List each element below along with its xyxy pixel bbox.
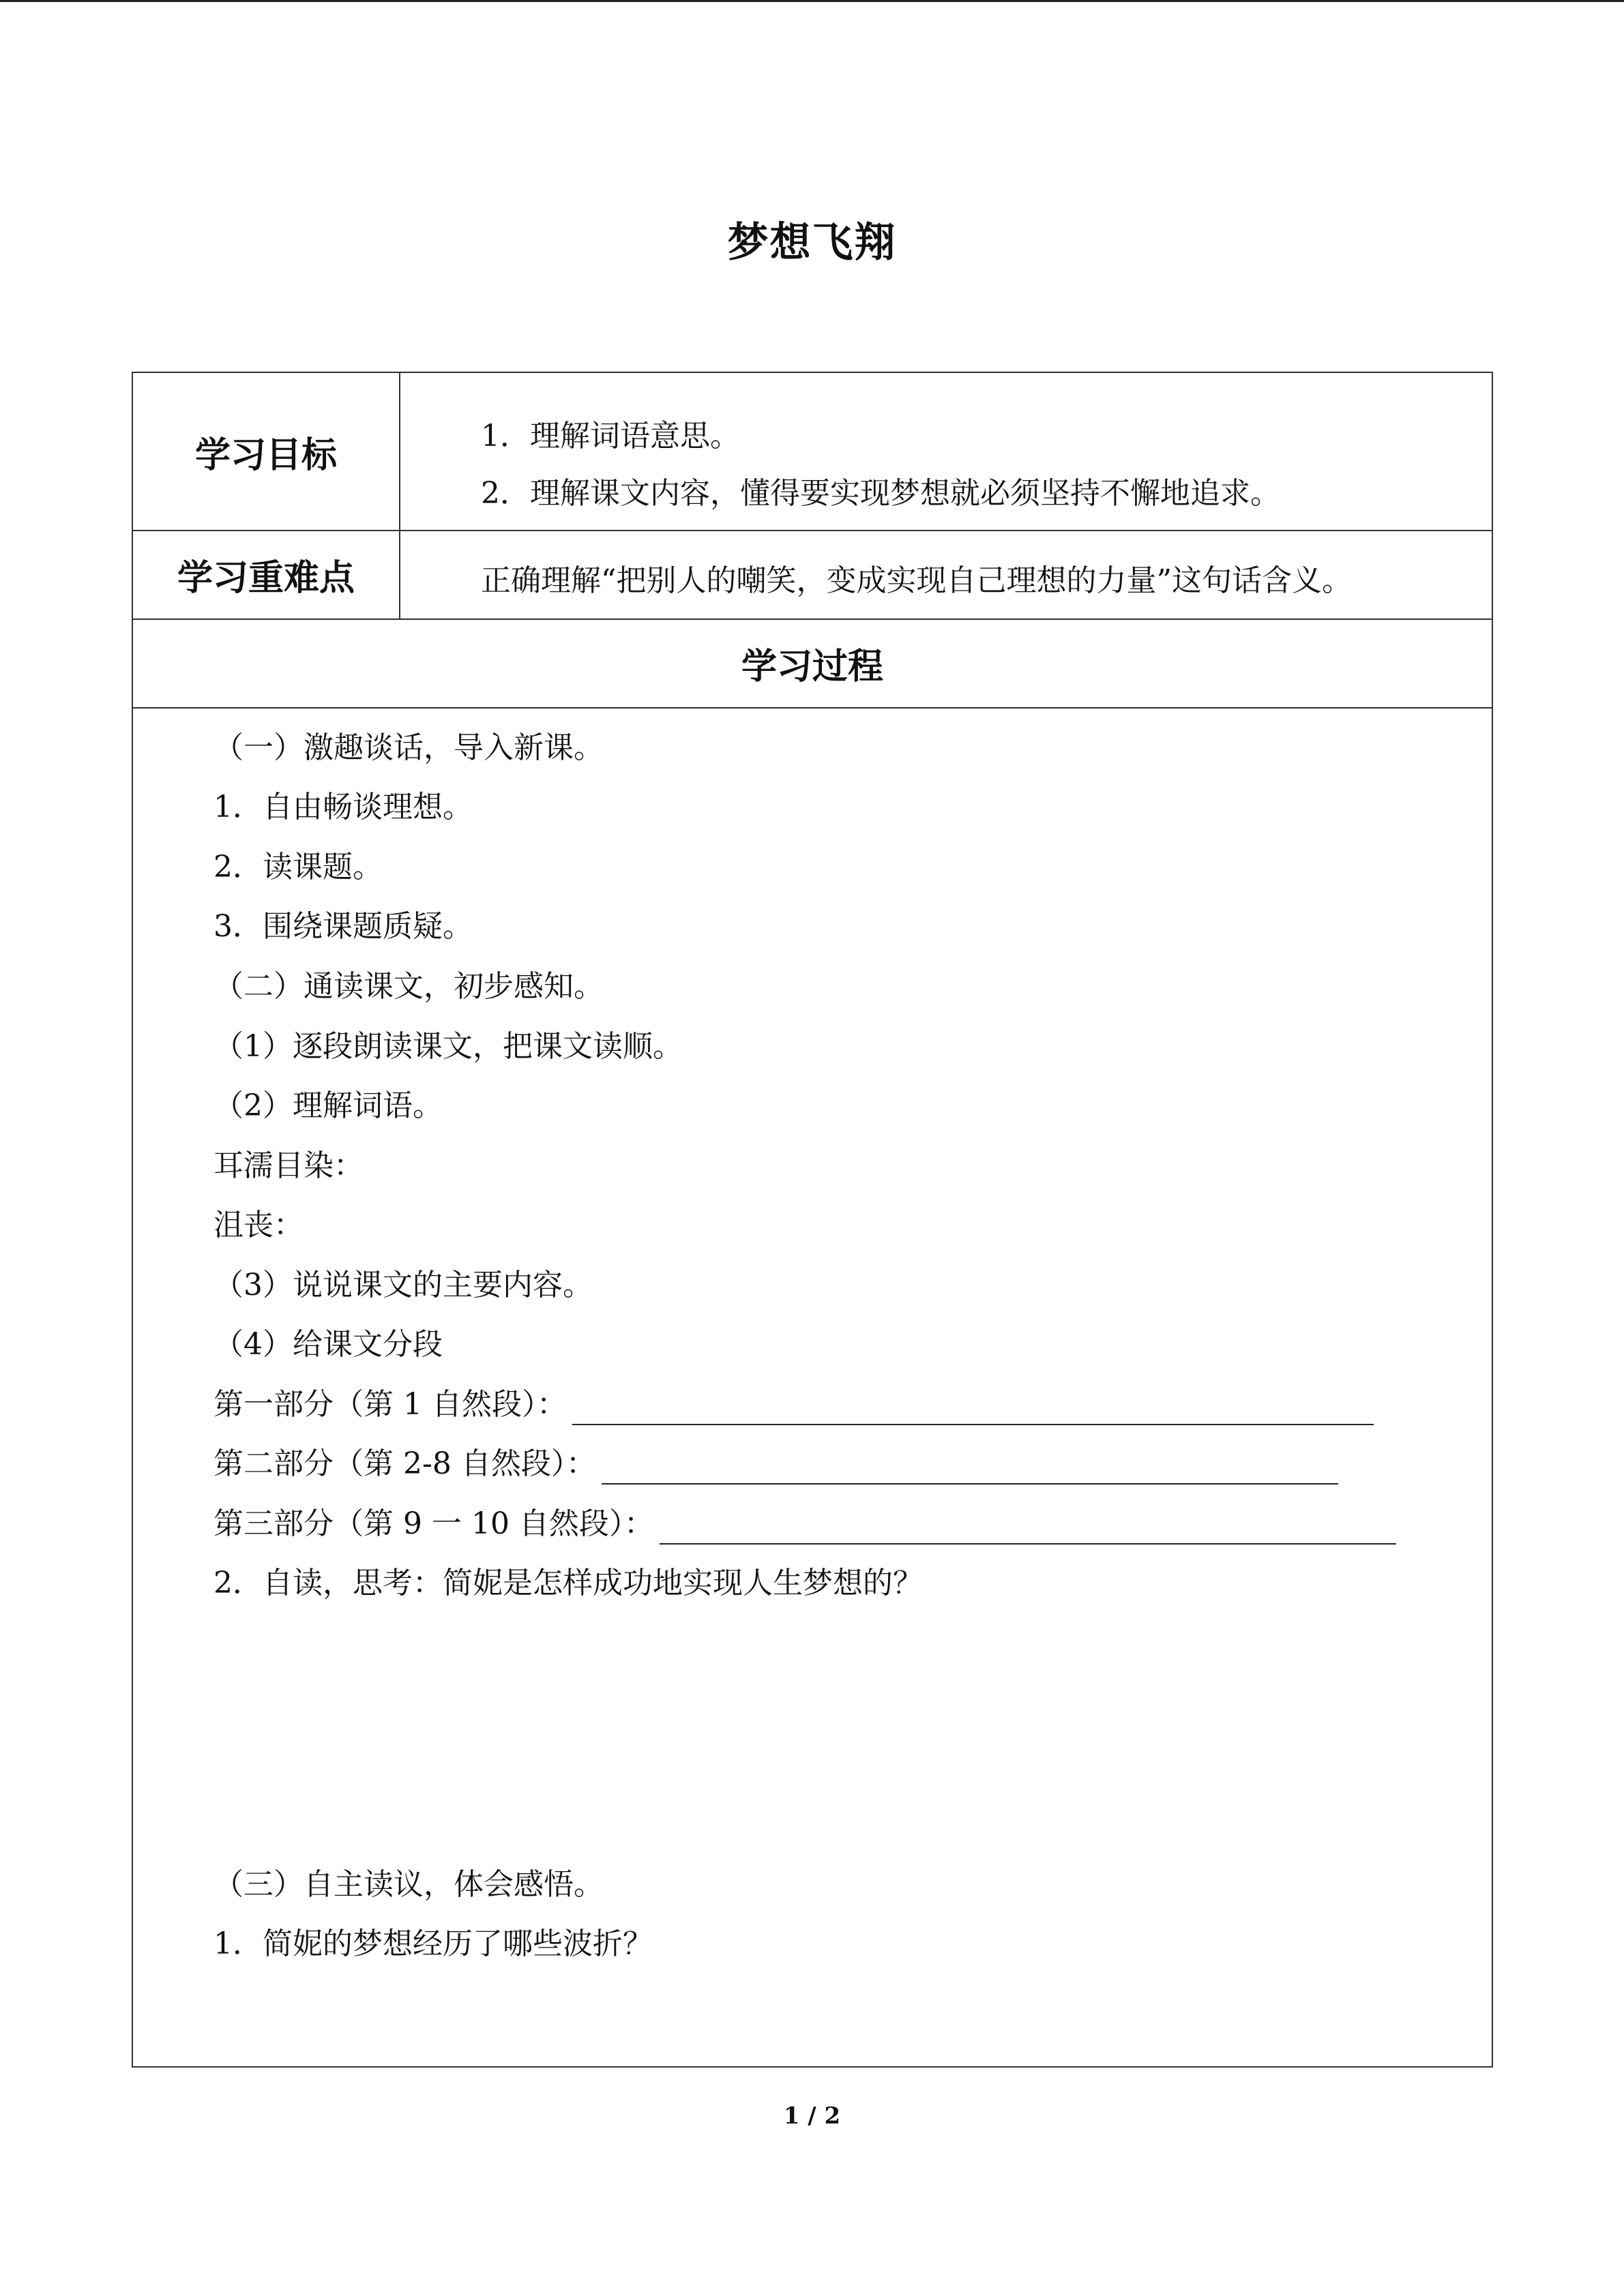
- page-number: 1 / 2: [783, 2102, 841, 2130]
- key-points-text: 正确理解“把别人的嘲笑，变成实现自己理想的力量”这句话含义。: [481, 563, 1352, 598]
- page-title: 梦想飞翔: [727, 219, 897, 267]
- objectives-label: 学习目标: [194, 434, 337, 476]
- process-question: 2．自读，思考：简妮是怎样成功地实现人生梦想的？: [213, 1566, 923, 1600]
- process-line: 2．读课题。: [213, 850, 383, 884]
- part-two-row: [213, 1444, 1338, 1485]
- part-three-blank[interactable]: [660, 1513, 1396, 1545]
- process-line: （2）理解词语。: [213, 1088, 443, 1123]
- process-line: （二）通读课文，初步感知。: [213, 969, 604, 1004]
- lesson-table: [132, 372, 1493, 2068]
- part-two-label: 第二部分（第 2-8 自然段）：: [213, 1446, 596, 1481]
- column-divider: [399, 373, 400, 618]
- part-one-row: [213, 1384, 1374, 1425]
- process-heading: 学习过程: [741, 646, 883, 687]
- process-line: 3．围绕课题质疑。: [213, 909, 473, 944]
- part-three-label: 第三部分（第 9 一 10 自然段）：: [213, 1506, 654, 1541]
- objective-item: 1．理解词语意思。: [481, 419, 740, 453]
- process-line: 沮丧：: [213, 1208, 304, 1242]
- process-section-heading: （三）自主读议，体会感悟。: [213, 1867, 604, 1902]
- process-line: （4）给课文分段: [213, 1327, 443, 1362]
- part-three-row: [213, 1504, 1396, 1545]
- process-line: （一）激趣谈话，导入新课。: [213, 730, 604, 765]
- part-one-blank[interactable]: [572, 1394, 1374, 1425]
- process-line: （3）说说课文的主要内容。: [213, 1268, 593, 1302]
- process-line: （1）逐段朗读课文，把课文读顺。: [213, 1029, 683, 1064]
- process-line: 1．自由畅谈理想。: [213, 790, 473, 824]
- process-question: 1．简妮的梦想经历了哪些波折？: [213, 1926, 653, 1961]
- process-line: 耳濡目染：: [213, 1148, 364, 1183]
- part-two-blank[interactable]: [602, 1453, 1338, 1485]
- row-divider: [133, 707, 1492, 709]
- objective-item: 2．理解课文内容，懂得要实现梦想就必须坚持不懈地追求。: [481, 476, 1280, 511]
- key-points-label: 学习重难点: [177, 557, 355, 599]
- part-one-label: 第一部分（第 1 自然段）：: [213, 1387, 567, 1422]
